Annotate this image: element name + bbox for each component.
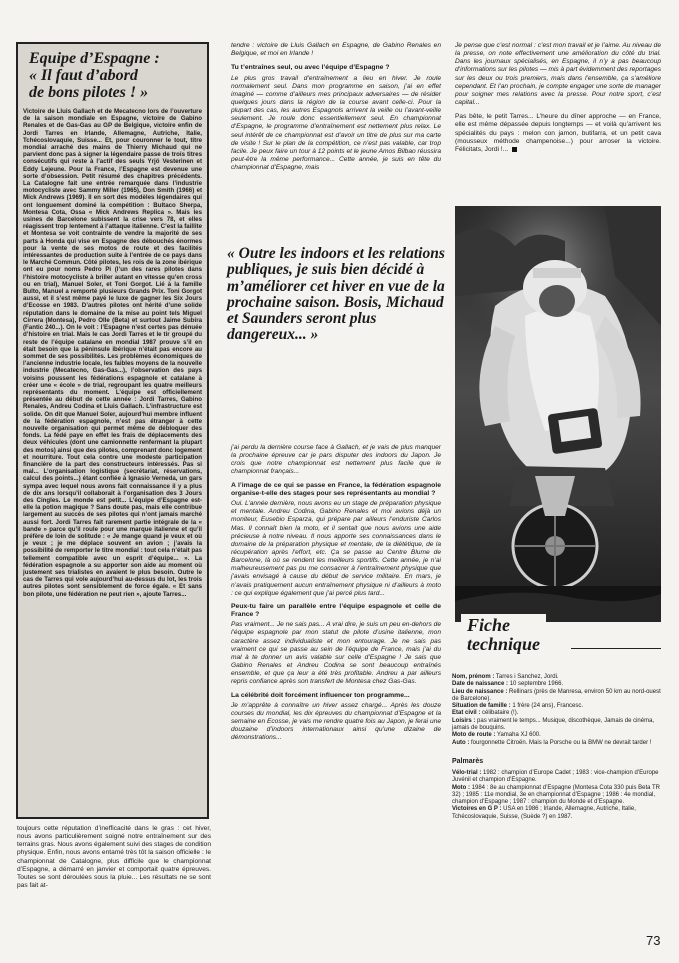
column-3-top: [455, 42, 661, 154]
fiche-label: Victoires en G P :: [452, 806, 502, 813]
sidebar-body: Victoire de Lluis Gallach et de Mecatecno lors de l’ouverture de la saison mondiale en Espagne, victoire de Gabino Renales et de Gas-Gas au GP de Belgique, victoire enfin de Jordi Tarres en Irlande, Allemagne, Autriche, Italie, Tchécoslovaquie, Suisse... Et, pour couronner le tout, titre mondial arraché des mains de Thierry Michaud qui ne parvient donc pas à signer la légendaire passe de trois titres consécutifs qui reste à l’actif des seuls Yrjö Vesterinen et Eddy Lejeune. Pour la France, l’Espagne est devenue une sorte d’obsession. Petit résumé des chapitres précédents. La Catalogne fait une entrée remarquée dans l’industrie motocycliste avec Sammy Miller (1965), Don Smith (1966) et Mick Andrews (1969). Il en sort des modèles légendaires qui ont longuement dominé la compétition : Bultaco Sherpa, Montesa Cota, Ossa « Mick Andrews Replica ». Mais les usines de Barcelone subissent la crise vers 78, et elles réagissent trop lentement à l’attaque italienne. C’est la faillite et Montesa se voit contrainte de vendre la majorité de ses parts à Honda qui vise en Espagne des débouchés énormes pour la vente de ses motos de route et des facilités intéressantes de production suite à l’entrée de ce pays dans le Marché Commun. Côté pilotes, les rois de la zone ibérique ont eu pour noms Pedro Pi (l’un des rares pilotes dans l’histoire motocycliste à briller autant en vitesse qu’en cross ou en trial), Manuel Soler, et Toni Gorgot. Lié à la famille Bulto, Manuel a remporté plusieurs Grands Prix. Toni Gorgot aussi, et il s’est même payé le luxe de gagner les Six Jours d’Ecosse en 1983. D’autres pilotes ont hérité d’une solide réputation dans le domaine de la mise au point tels Miguel Cirrera (Montesa), Pedro Olle (Beta) et surtout Jaime Subira (Fantic 240...). On le voit : l’Espagne n’est certes pas dénuée d’histoire en trial. Mais le cas Jordi Tarres et le tir groupé du reste de l’équipe catalane en mondial 1987 prouve s’il en était besoin que la péninsule ibérique n’était pas encore au sommet de ses possibilités. Les problèmes économiques de l’ancienne industrie locale, les faibles moyens de la nouvelle industrie (Mecatecno, Gas-Gas...), l’observation des pays voisins poussent les fédérations espagnole et catalane à créer une « école » de trial, regroupant les quatre meilleurs représentants du moment. L’équipe est officiellement présentée au début de cette année : Jordi Tarres, Gabino Renales, Andreu Codina et Lluis Gallach. L’infrastructure est solide. On dit que Manuel Soler, aujourd’hui membre influent de la fédération espagnole, n’est pas étranger à cette nouvelle organisation qui permet même de débloquer des fonds. La fédé paye en effet les frais de déplacements des deux véhicules (dont une camionnette renfermant la plupart des motos) ainsi que des pilotes, comprenant donc logement et nourriture. Tout cela contre une modeste participation financière de la part des constructeurs intéressés. Pas si mal... L’organisation logistique (secrétariat, réservations, calcul des points...) étant confiée à Ignasio Verneda, un gars sympa avec lequel nous avons fait connaissance il y a plus de dix ans lorsqu’il collaborait à l’organisation des 3 Jours des Cingles. Le monde est petit... L’équipe d’Espagne est-elle la potion magique ? Sans doute pas, mais elle contribue largement au succès de ses pilotes qui n’ont jamais marché aussi fort. Jordi Tarres fait rarement partie intégrale de la « bande » parce qu’il roule pour une marque italienne et qu’il préfère de loin de solitude : « Je mange quand je veux et où je veux ; je me déplace souvent en avion ; j’avais la possibilité de remporter le titre mondial : tout cela n’était pas tellement compatible avec un esprit d’équipe... ». La fédération espagnole a su apporter son aide au moment où justement ses trialistes en avaient le plus besoin. Outre le cas de Tarres qui vole aujourd’hui au-dessus du lot, les trois autres pilotes sont sensiblement de force égale. « Et sans bon pilote, une fédération ne peut rien », ajoute Tarres...: [23, 108, 202, 598]
fiche-row: [452, 703, 662, 710]
fiche-row: [452, 681, 662, 688]
fiche-label: Lieu de naissance :: [452, 688, 508, 695]
paragraph: Je pense que c’est normal : c’est mon travail et je l’aime. Au niveau de la presse, on note effectivement une amélioration du côté du trial. Dans les journaux spécialisés, en Espagne, il n’y a pas beaucoup d’informations sur les pilotes — mis à part évidemment des reportages sur les deux ou trois premiers, mais dans l’ensemble, ça s’améliore cependant. Et l’an prochain, je compte engager une sorte de manager pour soigner mes relations avec la presse. Pour notre sport, c’est capital...: [455, 42, 661, 107]
fiche-label: Etat civil :: [452, 710, 481, 717]
paragraph: tendre : victoire de Lluis Gallach en Espagne, de Gabino Renales en Belgique, et moi en Irlande !: [231, 42, 441, 58]
column-1-text: [17, 825, 211, 890]
fiche-label: Moto :: [452, 784, 470, 791]
rider-photo: [455, 206, 661, 622]
paragraph: j’ai perdu la dernière course face à Gallach, et je vais de plus manquer la prochaine épreuve car je pars disputer des indoors du Japon. Je crois que notre championnat est nettement plus facile que le championnat français...: [231, 444, 441, 476]
fiche-row: [452, 689, 662, 704]
fiche-value: 1982 : champion d’Europe Cadet ; 1983 : vice-champion d’Europe Juvénil et champion d’Espagne.: [452, 769, 659, 784]
closing-text: Pas bête, le petit Tarres... L’heure du dîner approche — en France, elle est même dépassée depuis longtemps — et voilà qu’arrivent les spécialités du pays : melon con jamon, butifarra, et un petit cava (mousseux méthode champenoise...) pour arroser la victoire. Félicitats, Jordi !...: [455, 113, 661, 153]
fiche-row: [452, 674, 662, 681]
sidebar-title-line: de bons pilotes ! »: [29, 84, 149, 101]
fiche-row: [452, 710, 662, 717]
fiche-label: Date de naissance :: [452, 681, 509, 688]
paragraph: Pas vraiment... Je ne sais pas... A vrai dire, je suis un peu en-dehors de l’équipe espagnole par mon statut de pilote d’usine italienne, mon caractère assez individualiste et mon entourage. Je ne sais pas vraiment ce qui se passe au sein de l’équipe de France, mais j’ai du mal à te donner un avis valable sur celle d’Espagne ! Je sais que Gabino Renales et Andreu Codina se sont beaucoup entraînés ensemble, et que ça leur a été très profitable. Andreu a par ailleurs repris confiance après son transfert de Montesa chez Gas-Gas.: [231, 621, 441, 686]
palmares-rows: [452, 770, 662, 821]
page-number: 73: [646, 933, 661, 948]
fiche-title: [461, 614, 546, 654]
fiche-row: [452, 740, 662, 747]
fiche-label: Loisirs :: [452, 717, 476, 724]
fiche-label: Vélo-trial :: [452, 769, 482, 776]
fiche-value: 10 septembre 1966.: [509, 681, 564, 688]
fiche-title-line: Fiche: [467, 615, 510, 635]
fiche-row: [452, 732, 662, 739]
paragraph: Le plus gros travail d’entraînement a lieu en hiver. Je roule normalement seul. Dans mon programme en saison, j’ai en effet imaginé — comme d’ailleurs mes principaux adversaires — de résider quelques jours dans la région de la course avant celle-ci. Pour la plupart des cas, les autres Espagnols arrivent la veille ou l’avant-veille seulement. Je roule donc essentiellement seul. En championnat d’Espagne, le programme d’entraînement est nettement plus relax. Le seul intérêt de ce championnat est d’avoir un titre de plus sur ma carte de visite ! Sur le plan de la compétition, ce n’est pas valable, car trop facile. Je peux faire un tour à 12 points et le jeune Amos Bilbao réussira peut-être la même performance... Cette année, je suis en tête du championnat d’Espagne, mais: [231, 74, 441, 172]
question-heading: Peux-tu faire un parallèle entre l’équipe espagnole et celle de France ?: [231, 602, 441, 619]
sidebar-box: [16, 42, 209, 819]
question-heading: A l’image de ce qui se passe en France, la fédération espagnole organise-t-elle des stages pour ses représentants au mondial ?: [231, 481, 441, 497]
fiche-title-line: technique: [467, 634, 541, 654]
palmares-title: Palmarès: [452, 757, 484, 765]
fiche-label: Moto de route :: [452, 732, 496, 739]
fiche-label: Situation de famille :: [452, 703, 511, 710]
closing-paragraph: [455, 113, 661, 154]
question-heading: La célébrité doit forcément influencer ton programme...: [231, 691, 410, 699]
question-heading: Tu t’entraînes seul, ou avec l’équipe d’Espagne ?: [231, 64, 390, 72]
fiche-value: célibataire (!).: [482, 710, 519, 717]
sidebar-title: [29, 50, 202, 101]
fiche-value: 1984 : 8e au championnat d’Espagne (Montesa Cota 330 puis Beta TR 32) ; 1985 : 11e mondial, 3e en championnat d’Espagne ; 1986 : 4e mondial, champion d’Espagne ; 1987 : champion du Monde et d’Espagne.: [452, 784, 661, 806]
fiche-technique: [452, 674, 662, 821]
fiche-value: Rellinars (près de Manresa, environ 50 km au nord-ouest de Barcelone).: [452, 688, 661, 702]
fiche-value: USA en 1986 ; Irlande, Allemagne, Autriche, Italie, Tchécoslovaquie, Suisse, (Suède ?) en 1987.: [452, 806, 636, 820]
sidebar-title-line: « Il faut d’abord: [29, 67, 138, 84]
sidebar-title-line: Equipe d’Espagne :: [29, 50, 160, 67]
fiche-row: [452, 770, 662, 785]
fiche-value: Yamaha XJ 600.: [496, 732, 541, 739]
fiche-label: Nom, prénom :: [452, 674, 495, 680]
divider: [571, 648, 661, 649]
fiche-value: fourgonnette Citroën. Mais la Porsche ou la BMW ne devrait tarder !: [471, 739, 652, 746]
fiche-value: 1 frère (24 ans), Francesc.: [512, 703, 584, 710]
end-mark-icon: [512, 147, 517, 152]
paragraph: Je m’apprête à connaître un hiver assez chargé... Après les douze courses du mondial, les dix épreuves du championnat d’Espagne et la semaine en Ecosse, je vais me rendre quatre fois au Japon, je ferai une douzaine d’indoors internationaux ainsi qu’une dizaine de démonstrations...: [231, 701, 441, 742]
column-2-bottom: [231, 444, 441, 743]
fiche-row: [452, 806, 662, 821]
fiche-rows: [452, 674, 662, 747]
fiche-value: Tarres i Sanchez, Jordi.: [495, 674, 559, 680]
fiche-row: [452, 718, 662, 733]
column-2-top: [231, 42, 441, 172]
fiche-label: Auto :: [452, 739, 470, 746]
pull-quote: « Outre les indoors et les relations publiques, je suis bien décidé à m’améliorer cet hiver en vue de la prochaine saison. Bosis, Michaud et Saunders seront plus dangereux... »: [227, 245, 445, 344]
paragraph: toujours cette réputation d’inefficacité dans le gras : cet hiver, nous avons particulièrement soigné notre entraînement sur des terrains gras. Nous avons également suivi des stages de condition physique. Enfin, nous avons entamé très tôt la saison officielle : le championnat de Catalogne, plus difficile que le championnat d’Espagne, a démarré en janvier et comportait quatre épreuves. Toutes se sont déroulées sous la pluie... Les résultats ne se sont pas fait at-: [17, 825, 211, 890]
fiche-value: pas vraiment le temps... Musique, discothèque, Jamais de cinéma, jamais de bouquins.: [452, 717, 655, 732]
fiche-row: [452, 785, 662, 807]
paragraph: Oui. L’année dernière, nous avons eu un stage de préparation physique et mentale. Andreu Codina, Gabino Renales et moi avions déjà un moniteur, Eusebio Esparza, qui prépare par ailleurs l’enduriste Carlos Mas. Il connaît bien la moto, et il sentait que nous avions une aide précieuse à notre niveau. Il nous apporte ses connaissances dans le domaine de la préparation physique et mentale, de la diététique, de la récupération après l’effort, etc. Ça se passe au Centre Blume de Barcelone, là où se rendent les meilleurs sportifs. Cette année, je n’ai malheureusement pas pu me consacrer à l’entraînement physique que j’avais envisagé à cause du début de service militaire. En mars, je n’avais pratiquement aucun entraînement physique ni d’ailleurs à moto : ce qui explique également que j’ai percé plus tard...: [231, 500, 441, 597]
